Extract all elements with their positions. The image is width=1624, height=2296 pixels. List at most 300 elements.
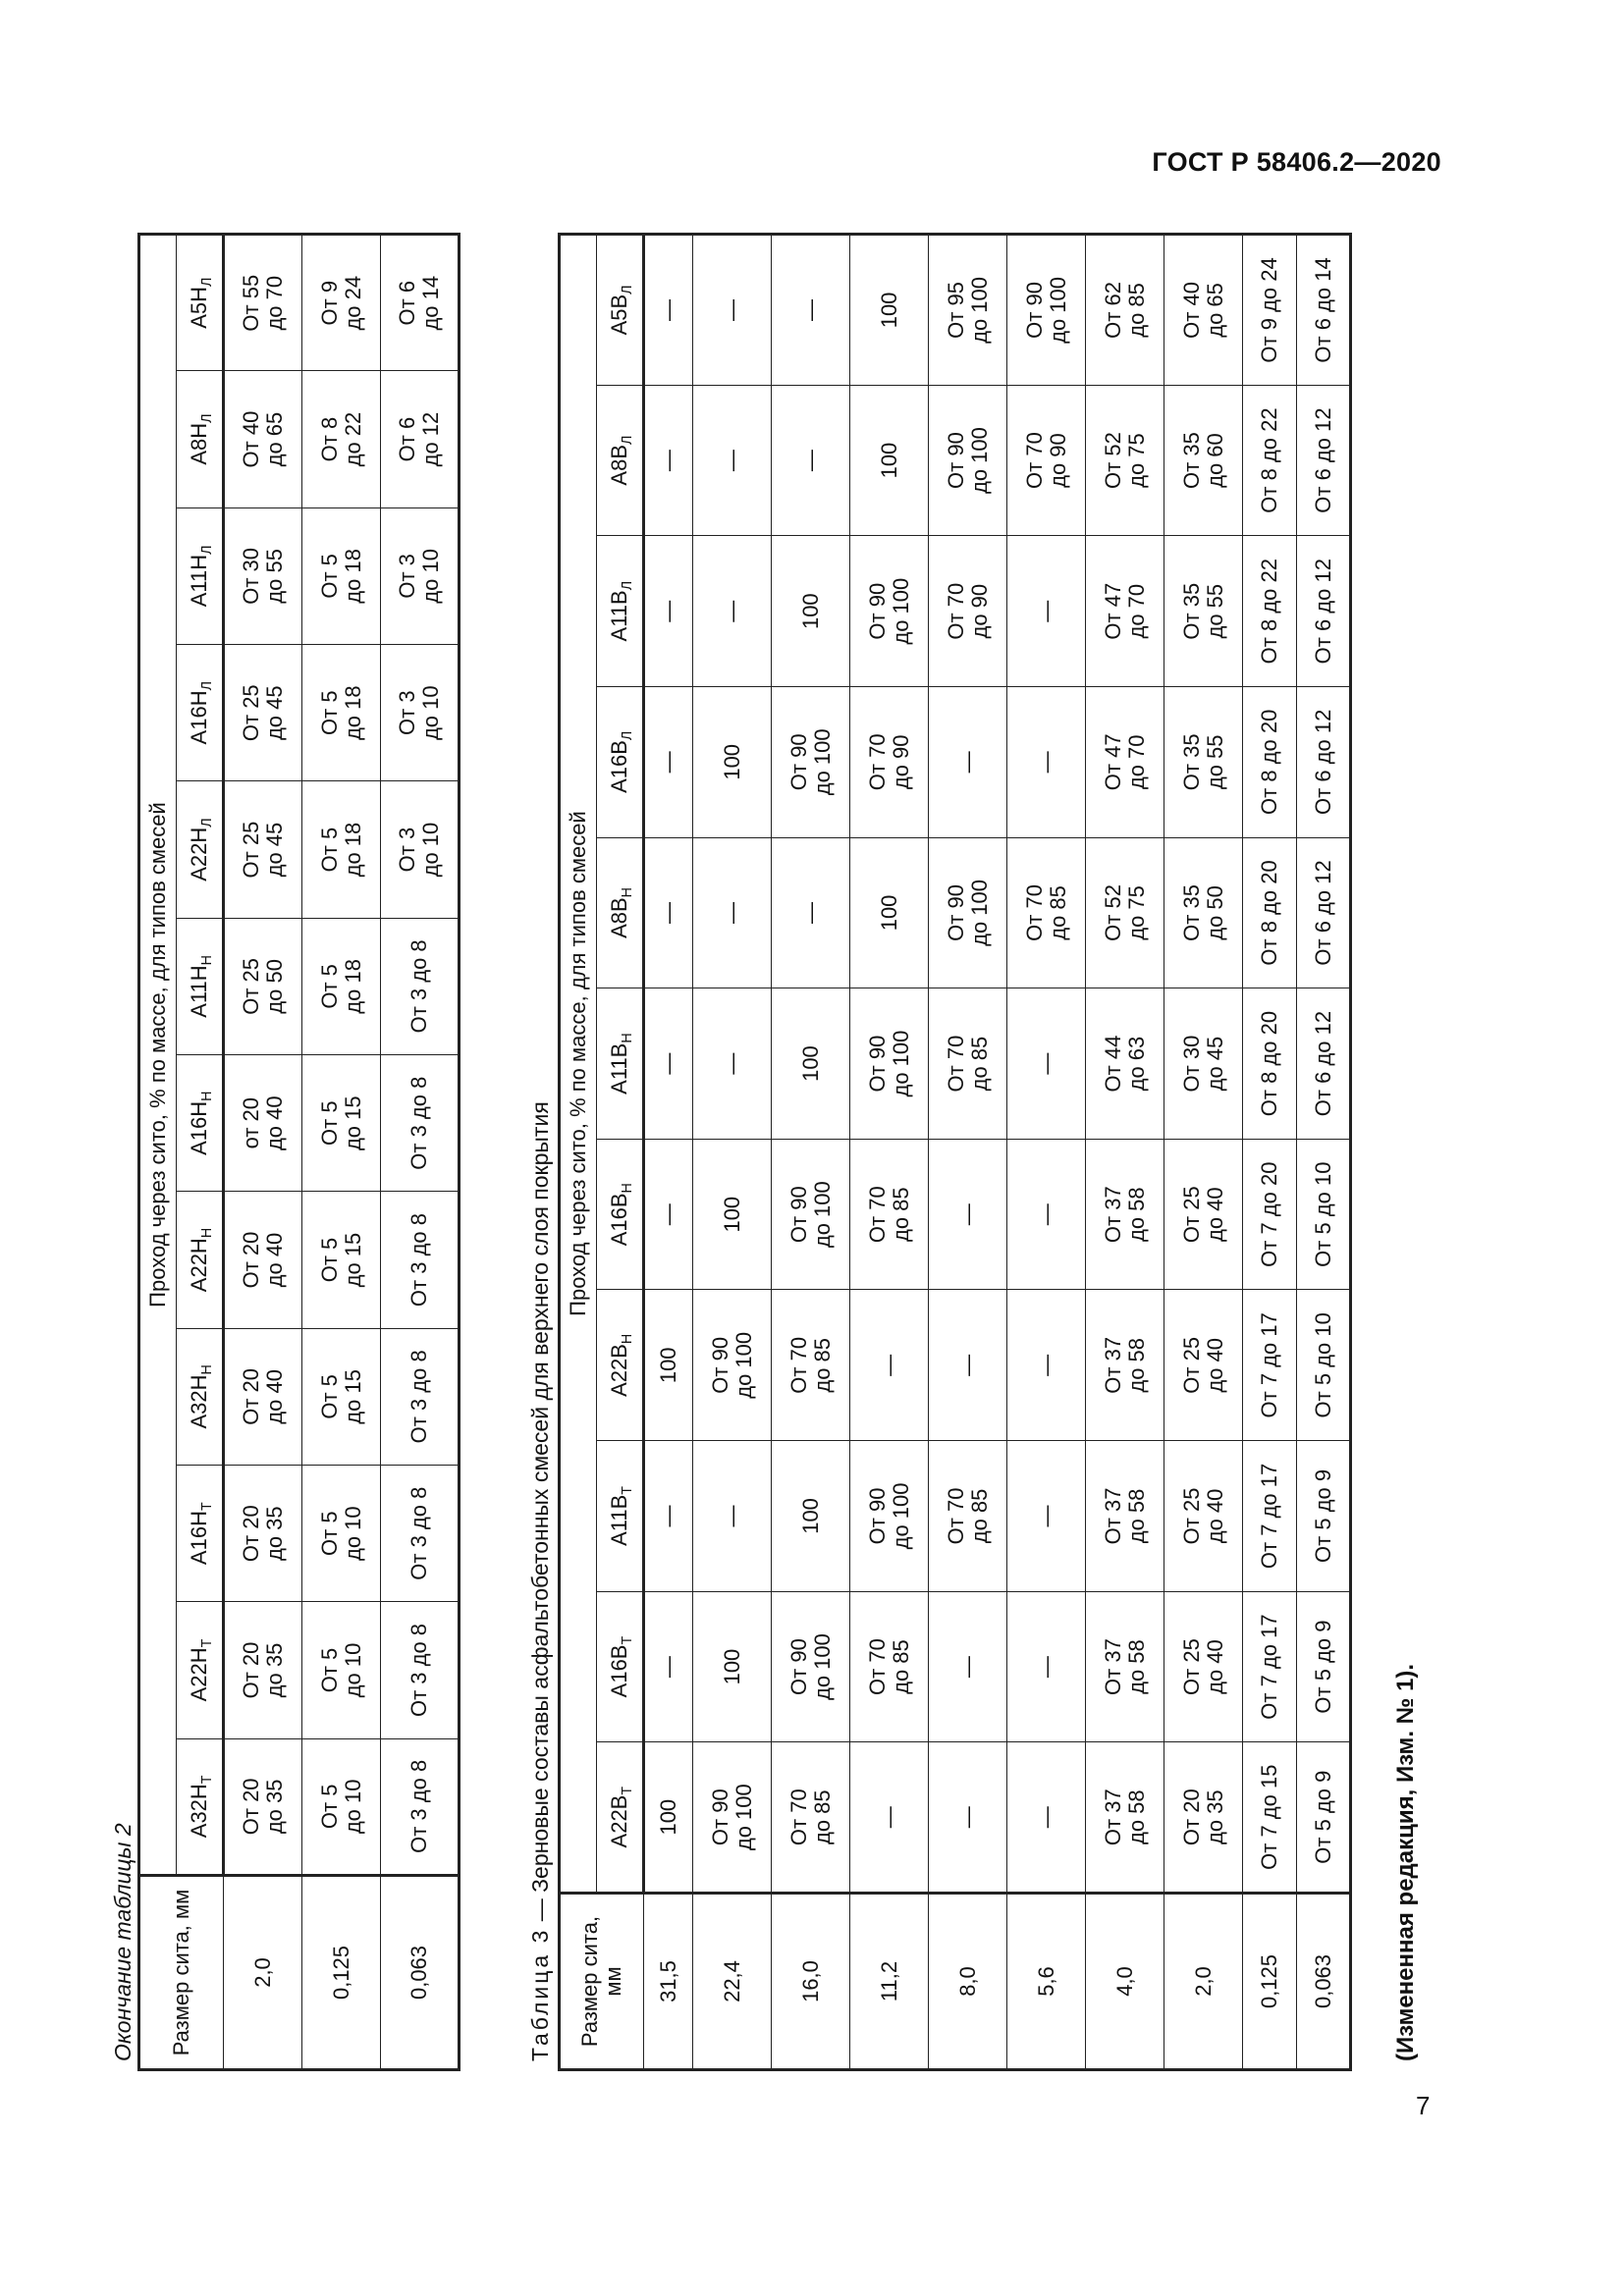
cell-line: От 25 — [1178, 1336, 1204, 1394]
cell-line: до 90 — [888, 734, 913, 790]
cell-line: — — [1033, 751, 1058, 774]
passing-value-cell — [1007, 687, 1086, 838]
passing-value-cell — [381, 1055, 460, 1192]
cell-line: до 40 — [262, 1232, 287, 1288]
passing-value-cell — [302, 1738, 381, 1875]
passing-value-cell — [1086, 1591, 1164, 1742]
cell-line: От 44 — [1100, 1035, 1125, 1093]
passing-value-cell — [381, 507, 460, 644]
passing-value-cell — [1086, 687, 1164, 838]
table3-caption-text: — Зерновые составы асфальтобетонных смесей для верхнего слоя покрытия — [527, 1101, 553, 1928]
cell-line: до 58 — [1123, 1789, 1149, 1845]
passing-value-cell — [850, 837, 929, 988]
passing-value-cell — [1007, 988, 1086, 1140]
passing-value-cell — [302, 918, 381, 1054]
cell-line: до 40 — [1202, 1337, 1227, 1393]
cell-line: до 10 — [418, 822, 443, 878]
table-row — [1164, 235, 1243, 2070]
cell-line: — — [797, 901, 823, 924]
cell-line: 100 — [656, 1798, 681, 1836]
cell-line: От 52 — [1100, 432, 1125, 489]
cell-line: От 90 — [1021, 282, 1047, 339]
mix-type-base: А5Н — [187, 287, 212, 329]
passing-value-cell — [1243, 385, 1297, 536]
passing-value-cell — [1243, 1139, 1297, 1290]
cell-line: до 75 — [1123, 433, 1149, 488]
mix-type-subscript: Л — [620, 580, 636, 591]
mix-type-header — [597, 1591, 644, 1742]
cell-line: — — [656, 751, 681, 774]
cell-line: до 15 — [340, 1095, 365, 1151]
passing-value-cell — [644, 1441, 693, 1592]
cell-line: От 5 до 9 — [1310, 1620, 1335, 1714]
cell-line: 100 — [876, 894, 901, 932]
mix-type-base: А32Н — [187, 1784, 212, 1839]
passing-value-cell — [929, 1742, 1007, 1894]
passing-value-cell — [381, 1466, 460, 1602]
cell-line: до 85 — [966, 1036, 992, 1092]
cell-line: От 20 — [239, 1231, 264, 1289]
mix-type-header — [597, 1139, 644, 1290]
passing-value-cell — [929, 235, 1007, 386]
mix-type-subscript: Т — [199, 1775, 216, 1785]
cell-line: От 90 — [785, 1638, 811, 1695]
passing-value-cell — [929, 385, 1007, 536]
cell-line: От 25 — [1178, 1186, 1204, 1244]
cell-line: От 70 — [864, 733, 890, 791]
passing-value-cell — [693, 988, 772, 1140]
cell-line: — — [656, 298, 681, 321]
cell-line: до 58 — [1123, 1639, 1149, 1694]
table2-end — [137, 233, 460, 2071]
mix-type-header — [597, 1742, 644, 1894]
cell-line: — — [656, 450, 681, 472]
table-row — [772, 235, 850, 2070]
cell-line: до 85 — [1123, 283, 1149, 338]
mix-type-base: А22В — [607, 1794, 632, 1848]
cell-line: — — [954, 1656, 980, 1679]
passing-value-cell — [772, 1742, 850, 1894]
passing-value-cell — [302, 645, 381, 781]
amendment-note: (Измененная редакция, Изм. № 1). — [1392, 1663, 1419, 2061]
mix-type-base: А22Н — [187, 1238, 212, 1293]
cell-line: От 5 — [316, 690, 342, 735]
cell-line: От 37 — [1100, 1487, 1125, 1545]
cell-line: От 90 — [943, 884, 968, 941]
passing-value-cell — [772, 837, 850, 988]
cell-line: до 18 — [340, 549, 365, 604]
table-row — [381, 235, 460, 2070]
cell-line: 100 — [719, 743, 744, 780]
cell-line: От 5 — [316, 554, 342, 599]
header-row — [139, 235, 177, 2070]
mix-type-header — [177, 1602, 224, 1738]
mix-type-header — [597, 235, 644, 386]
cell-line: до 100 — [966, 276, 992, 344]
header-row — [560, 235, 597, 2070]
passing-value-cell — [224, 918, 302, 1054]
cell-line: до 65 — [262, 411, 287, 467]
passing-value-cell — [1297, 1742, 1351, 1894]
cell-line: От 5 до 9 — [1310, 1770, 1335, 1864]
cell-line: до 100 — [966, 427, 992, 495]
cell-line: От 5 до 10 — [1310, 1312, 1335, 1418]
passing-value-cell — [381, 781, 460, 918]
passing-value-cell — [302, 1192, 381, 1328]
cell-line: От 6 — [395, 416, 420, 462]
cell-line: От 5 — [316, 964, 342, 1009]
cell-line: до 70 — [1123, 734, 1149, 790]
passing-value-cell — [772, 1139, 850, 1290]
cell-line: 100 — [797, 1045, 823, 1082]
cell-line: 100 — [719, 1196, 744, 1233]
mix-type-base: А11Н — [187, 965, 212, 1018]
cell-line: до 100 — [888, 1030, 913, 1097]
sieve-size-cell: 4,0 — [1086, 1894, 1164, 2070]
passing-value-cell — [1297, 1139, 1351, 1290]
cell-line: до 70 — [262, 275, 287, 331]
mix-type-base: А11В — [607, 1494, 632, 1546]
cell-line: до 35 — [262, 1779, 287, 1835]
passing-value-cell — [1297, 1441, 1351, 1592]
passing-value-cell — [850, 1441, 929, 1592]
mix-type-header — [597, 837, 644, 988]
table-row — [224, 235, 302, 2070]
passing-value-cell — [1243, 536, 1297, 687]
cell-line: — — [954, 1354, 980, 1376]
cell-line: От 20 — [239, 1778, 264, 1836]
cell-line: От 90 — [707, 1789, 732, 1846]
cell-line: до 12 — [418, 411, 443, 467]
cell-line: От 90 — [864, 1487, 890, 1545]
mix-type-header — [597, 988, 644, 1140]
passing-value-cell — [1164, 988, 1243, 1140]
cell-line: до 75 — [1123, 885, 1149, 940]
mix-type-base: А22Н — [187, 827, 212, 881]
passing-percent-header: Проход через сито, % по массе, для типов смесей — [560, 235, 597, 1894]
cell-line: От 90 — [864, 582, 890, 640]
passing-value-cell — [381, 1192, 460, 1328]
mix-type-header — [177, 235, 224, 371]
passing-value-cell — [929, 837, 1007, 988]
cell-line: От 5 до 10 — [1310, 1161, 1335, 1267]
passing-value-cell — [1164, 1742, 1243, 1894]
passing-value-cell — [1086, 988, 1164, 1140]
cell-line: От 30 — [1178, 1035, 1204, 1093]
passing-value-cell — [1297, 988, 1351, 1140]
cell-line: От 5 — [316, 1237, 342, 1283]
cell-line: От 35 — [1178, 884, 1204, 941]
mix-type-subscript: Л — [199, 277, 216, 287]
cell-line: От 6 до 12 — [1310, 1010, 1335, 1117]
passing-value-cell — [644, 385, 693, 536]
cell-line: От 37 — [1100, 1789, 1125, 1846]
passing-value-cell — [850, 1742, 929, 1894]
passing-value-cell — [1243, 837, 1297, 988]
cell-line: — — [656, 901, 681, 924]
mix-type-base: А8В — [607, 444, 632, 486]
cell-line: — — [656, 1656, 681, 1679]
mix-type-header — [177, 1738, 224, 1875]
mix-type-subscript: Л — [199, 681, 216, 691]
cell-line: От 35 — [1178, 733, 1204, 791]
cell-line: От 7 до 17 — [1257, 1614, 1282, 1720]
cell-line: до 35 — [262, 1506, 287, 1562]
cell-line: до 100 — [809, 1633, 835, 1701]
table-row — [1243, 235, 1297, 2070]
cell-line: до 100 — [809, 1181, 835, 1249]
cell-line: От 8 до 22 — [1257, 407, 1282, 513]
mix-type-base: А16В — [607, 1644, 632, 1698]
cell-line: От 6 — [395, 280, 420, 326]
cell-line: От 70 — [1021, 884, 1047, 941]
cell-line: От 95 — [943, 282, 968, 339]
cell-line: 100 — [876, 442, 901, 479]
cell-line: От 70 — [1021, 432, 1047, 489]
cell-line: до 10 — [418, 685, 443, 741]
sieve-size-header: Размер сита, мм — [139, 1876, 224, 2070]
mix-type-base: А11В — [607, 590, 632, 642]
passing-value-cell — [1086, 1139, 1164, 1290]
cell-line: до 40 — [1202, 1187, 1227, 1243]
table-row — [302, 235, 381, 2070]
passing-value-cell — [693, 1742, 772, 1894]
cell-line: От 3 до 8 — [406, 939, 432, 1034]
mix-type-header — [597, 536, 644, 687]
passing-value-cell — [1164, 385, 1243, 536]
passing-value-cell — [772, 988, 850, 1140]
passing-value-cell — [224, 781, 302, 918]
passing-value-cell — [644, 235, 693, 386]
cell-line: до 10 — [340, 1642, 365, 1698]
mix-type-header — [177, 1055, 224, 1192]
cell-line: — — [876, 1354, 901, 1376]
cell-line: — — [876, 1806, 901, 1829]
passing-value-cell — [1007, 1591, 1086, 1742]
passing-value-cell — [1243, 1591, 1297, 1742]
passing-value-cell — [224, 235, 302, 371]
passing-value-cell — [224, 1328, 302, 1465]
passing-value-cell — [302, 1602, 381, 1738]
passing-value-cell — [850, 536, 929, 687]
cell-line: до 40 — [262, 1095, 287, 1151]
passing-value-cell — [1007, 1441, 1086, 1592]
mix-type-header — [597, 1441, 644, 1592]
cell-line: От 6 до 12 — [1310, 860, 1335, 966]
cell-line: От 90 — [785, 733, 811, 791]
passing-value-cell — [644, 837, 693, 988]
mix-type-subscript: Н — [620, 886, 636, 898]
cell-line: — — [797, 450, 823, 472]
cell-line: От 5 — [316, 1374, 342, 1419]
passing-value-cell — [644, 988, 693, 1140]
sieve-size-cell: 5,6 — [1007, 1894, 1086, 2070]
cell-line: От 8 до 20 — [1257, 1010, 1282, 1117]
passing-value-cell — [1243, 235, 1297, 386]
table-row — [1007, 235, 1086, 2070]
cell-line: От 70 — [864, 1186, 890, 1244]
cell-line: От 3 до 8 — [406, 1076, 432, 1170]
cell-line: От 90 — [864, 1035, 890, 1093]
passing-value-cell — [929, 988, 1007, 1140]
passing-value-cell — [302, 1055, 381, 1192]
cell-line: до 45 — [1202, 1036, 1227, 1092]
passing-value-cell — [302, 235, 381, 371]
cell-line: От 70 — [943, 1035, 968, 1093]
passing-value-cell — [929, 536, 1007, 687]
mix-type-subscript: Л — [199, 413, 216, 423]
cell-line: до 40 — [262, 1369, 287, 1424]
passing-value-cell — [693, 1290, 772, 1441]
cell-line: до 85 — [809, 1337, 835, 1393]
cell-line: От 6 до 12 — [1310, 407, 1335, 513]
cell-line: до 100 — [1045, 276, 1070, 344]
sieve-size-cell: 22,4 — [693, 1894, 772, 2070]
cell-line: От 40 — [239, 410, 264, 468]
passing-value-cell — [850, 1139, 929, 1290]
cell-line: до 100 — [966, 880, 992, 946]
passing-value-cell — [1007, 235, 1086, 386]
mix-type-subscript: Л — [620, 435, 636, 445]
cell-line: От 5 — [316, 1784, 342, 1830]
passing-value-cell — [381, 645, 460, 781]
cell-line: От 20 — [239, 1367, 264, 1425]
passing-value-cell — [302, 1328, 381, 1465]
table3-caption — [527, 1101, 554, 2061]
passing-value-cell — [1086, 536, 1164, 687]
cell-line: От 5 до 9 — [1310, 1468, 1335, 1563]
cell-line: до 55 — [262, 549, 287, 604]
mix-type-subscript: Л — [199, 545, 216, 555]
passing-value-cell — [1086, 385, 1164, 536]
passing-value-cell — [1086, 1742, 1164, 1894]
cell-line: — — [1033, 1505, 1058, 1527]
sieve-size-cell: 2,0 — [1164, 1894, 1243, 2070]
cell-line: От 30 — [239, 548, 264, 605]
cell-line: — — [1033, 1354, 1058, 1376]
cell-line: до 60 — [1202, 433, 1227, 488]
mix-type-header — [177, 918, 224, 1054]
passing-value-cell — [224, 1055, 302, 1192]
passing-value-cell — [224, 1602, 302, 1738]
cell-line: От 25 — [1178, 1487, 1204, 1545]
cell-line: до 40 — [1202, 1639, 1227, 1694]
cell-line: От 20 — [239, 1505, 264, 1563]
sieve-size-header: Размер сита, мм — [560, 1894, 644, 2070]
passing-value-cell — [1007, 1742, 1086, 1894]
cell-line: до 18 — [340, 959, 365, 1014]
cell-line: до 18 — [340, 685, 365, 741]
cell-line: От 70 — [943, 582, 968, 640]
passing-value-cell — [1007, 1290, 1086, 1441]
mix-type-header — [177, 507, 224, 644]
passing-value-cell — [772, 1591, 850, 1742]
cell-line: От 25 — [239, 957, 264, 1015]
mix-type-subscript: Т — [620, 1485, 636, 1495]
passing-value-cell — [929, 687, 1007, 838]
cell-line: От 3 до 8 — [406, 1350, 432, 1444]
passing-value-cell — [1007, 536, 1086, 687]
cell-line: — — [719, 901, 744, 924]
mix-type-subscript: Н — [620, 1333, 636, 1345]
cell-line: до 58 — [1123, 1337, 1149, 1393]
passing-value-cell — [693, 385, 772, 536]
passing-value-cell — [929, 1290, 1007, 1441]
passing-percent-header: Проход через сито, % по массе, для типов смесей — [139, 235, 177, 1876]
cell-line: до 85 — [809, 1789, 835, 1845]
cell-line: до 10 — [340, 1506, 365, 1562]
mix-type-base: А16Н — [187, 1100, 212, 1155]
mix-type-subscript: Н — [620, 1183, 636, 1194]
mix-type-base: А22В — [607, 1344, 632, 1397]
cell-line: От 20 — [1178, 1789, 1204, 1846]
cell-line: до 22 — [340, 411, 365, 467]
mix-type-header — [597, 687, 644, 838]
cell-line: От 8 до 20 — [1257, 709, 1282, 815]
mix-type-subscript: Л — [620, 730, 636, 741]
sieve-size-cell: 11,2 — [850, 1894, 929, 2070]
cell-line: до 58 — [1123, 1488, 1149, 1544]
passing-value-cell — [644, 687, 693, 838]
passing-value-cell — [772, 1290, 850, 1441]
table-row — [1297, 235, 1351, 2070]
mix-type-base: А22Н — [187, 1647, 212, 1702]
mix-type-header — [597, 385, 644, 536]
cell-line: до 55 — [1202, 583, 1227, 639]
passing-value-cell — [1243, 1290, 1297, 1441]
cell-line: до 58 — [1123, 1187, 1149, 1243]
cell-line: до 50 — [262, 959, 287, 1014]
passing-value-cell — [1164, 687, 1243, 838]
cell-line: до 100 — [731, 1331, 756, 1399]
cell-line: до 14 — [418, 275, 443, 331]
cell-line: до 100 — [888, 577, 913, 645]
cell-line: От 5 — [316, 827, 342, 873]
passing-value-cell — [693, 837, 772, 988]
cell-line: От 8 до 20 — [1257, 860, 1282, 966]
cell-line: От 90 — [785, 1186, 811, 1244]
sieve-size-cell: 2,0 — [224, 1876, 302, 2070]
passing-value-cell — [850, 235, 929, 386]
passing-value-cell — [1164, 1139, 1243, 1290]
cell-line: От 7 до 20 — [1257, 1161, 1282, 1267]
passing-value-cell — [381, 918, 460, 1054]
mix-type-row — [597, 235, 644, 2070]
passing-value-cell — [224, 1192, 302, 1328]
passing-value-cell — [929, 1139, 1007, 1290]
cell-line: до 50 — [1202, 885, 1227, 940]
passing-value-cell — [1164, 837, 1243, 988]
cell-line: От 70 — [785, 1336, 811, 1394]
mix-type-subscript: Н — [199, 1364, 216, 1375]
cell-line: От 6 до 12 — [1310, 559, 1335, 665]
passing-value-cell — [1007, 385, 1086, 536]
cell-line: до 35 — [262, 1642, 287, 1698]
passing-value-cell — [1297, 687, 1351, 838]
mix-type-subscript: Н — [199, 1091, 216, 1101]
cell-line: — — [1033, 1806, 1058, 1829]
passing-value-cell — [693, 235, 772, 386]
cell-line: От 55 — [239, 274, 264, 332]
cell-line: От 52 — [1100, 884, 1125, 941]
mix-type-base: А16Н — [187, 1511, 212, 1566]
cell-line: до 45 — [262, 685, 287, 741]
cell-line: От 9 до 24 — [1257, 257, 1282, 363]
cell-line: до 35 — [1202, 1789, 1227, 1845]
mix-type-subscript: Л — [199, 818, 216, 828]
passing-value-cell — [1297, 837, 1351, 988]
cell-line: до 100 — [731, 1784, 756, 1851]
